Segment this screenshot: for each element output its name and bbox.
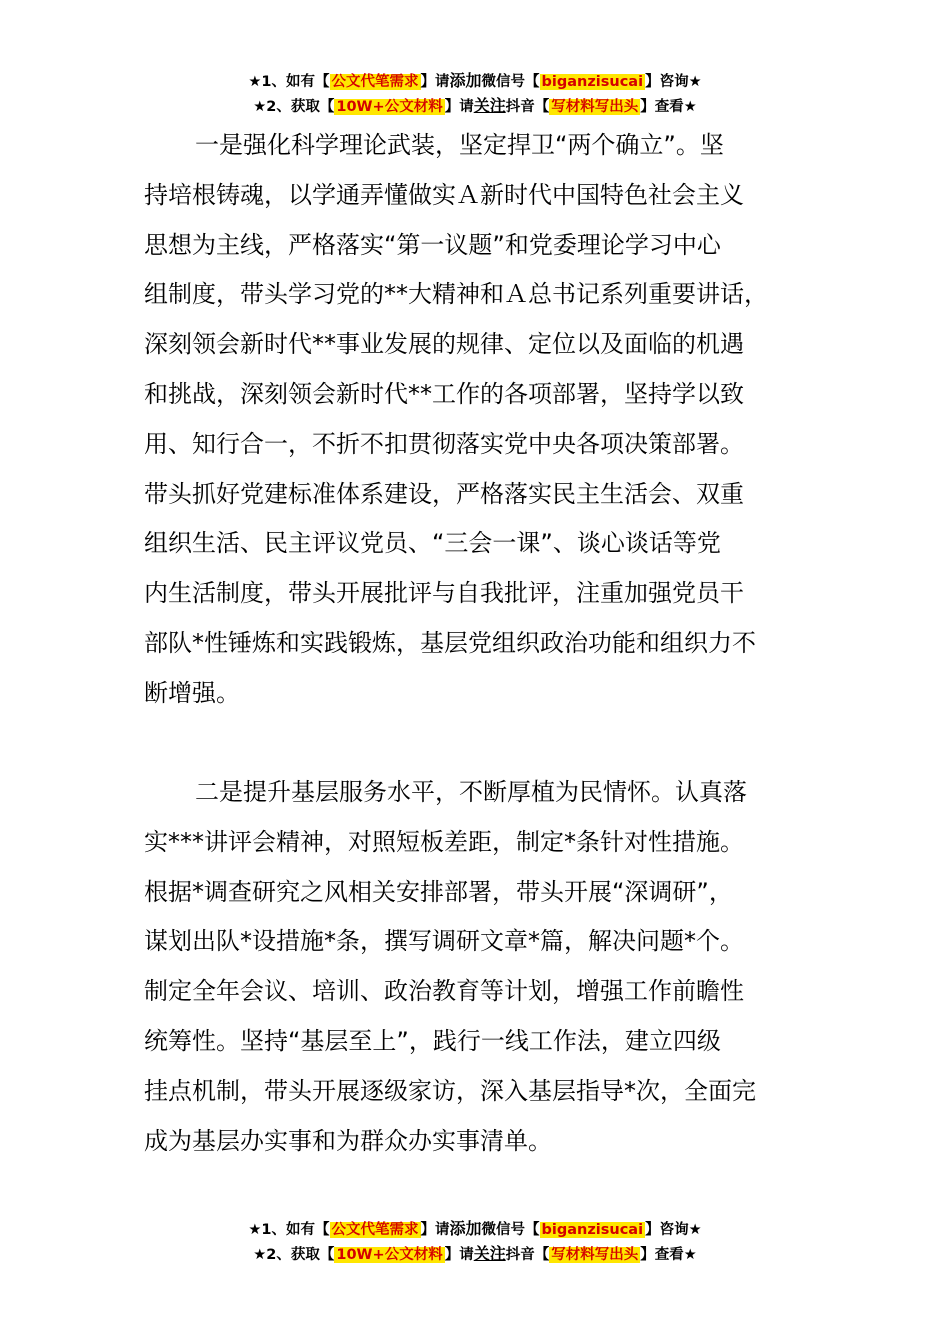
banner-text: 】查看★ <box>640 99 697 115</box>
paragraph-line: 带头抓好党建标准体系建设，严格落实民主生活会、双重 <box>144 479 744 508</box>
banner-text: ★1、如有【 <box>248 1222 330 1238</box>
banner-text: 】请 <box>444 1247 474 1263</box>
highlight-tag: 公文代笔需求 <box>331 1222 419 1238</box>
paragraph-line: 二是提升基层服务水平，不断厚植为民情怀。认真落 <box>195 778 747 806</box>
banner-line-1 <box>0 1217 950 1242</box>
paragraph-line: 深刻领会新时代**事业发展的规律、定位以及面临的机遇 <box>144 330 744 359</box>
paragraph-line: 用、知行合一，不折不扣贯彻落实党中央各项决策部署。 <box>144 429 744 458</box>
paragraph-1 <box>144 121 824 719</box>
douyin-account-highlight: 写材料写出头 <box>551 99 639 115</box>
wechat-id-highlight: biganzisucai <box>541 1222 644 1238</box>
paragraph-line: 成为基层办实事和为群众办实事清单。 <box>144 1126 552 1155</box>
banner-line-1 <box>0 69 950 94</box>
paragraph-line: 谋划出队*设措施*条，撰写调研文章*篇，解决问题*个。 <box>144 927 744 956</box>
banner-text: 】请 <box>420 1222 450 1238</box>
banner-text: ★2、获取【 <box>253 99 335 115</box>
banner-text: 】查看★ <box>640 1247 697 1263</box>
banner-text: 微信号【 <box>481 74 540 90</box>
banner-text: ★1、如有【 <box>248 74 330 90</box>
wechat-id-highlight: biganzisucai <box>541 74 644 90</box>
banner-text: 抖音【 <box>505 99 550 115</box>
banner-text: 】咨询★ <box>645 1222 702 1238</box>
header-banner <box>0 69 950 119</box>
paragraph-line: 统筹性。坚持“基层至上”，践行一线工作法，建立四级 <box>144 1026 721 1055</box>
paragraph-line: 和挑战，深刻领会新时代**工作的各项部署，坚持学以致 <box>144 379 744 408</box>
paragraph-line: 制定全年会议、培训、政治教育等计划，增强工作前瞻性 <box>144 977 744 1006</box>
banner-line-2 <box>0 94 950 119</box>
paragraph-line: 思想为主线，严格落实“第一议题”和党委理论学习中心 <box>144 230 721 259</box>
emphasis-text: 添加 <box>449 71 482 90</box>
paragraph-line: 挂点机制，带头开展逐级家访，深入基层指导*次，全面完 <box>144 1076 756 1105</box>
highlight-tag: 公文代笔需求 <box>331 74 419 90</box>
paragraph-line: 根据*调查研究之风相关安排部署，带头开展“深调研”， <box>144 877 733 906</box>
banner-line-2 <box>0 1242 950 1267</box>
paragraph-line: 持培根铸魂，以学通弄懂做实Ａ新时代中国特色社会主义 <box>144 180 744 209</box>
paragraph-line: 一是强化科学理论武装，坚定捍卫“两个确立”。坚 <box>195 131 724 159</box>
paragraph-line: 部队*性锤炼和实践锻炼，基层党组织政治功能和组织力不 <box>144 628 756 657</box>
emphasis-text: 关注 <box>473 1244 506 1263</box>
paragraph-line: 内生活制度，带头开展批评与自我批评，注重加强党员干 <box>144 579 744 608</box>
banner-text: 】咨询★ <box>645 74 702 90</box>
banner-text: 微信号【 <box>481 1222 540 1238</box>
highlight-tag: 10W+公文材料 <box>336 99 443 115</box>
banner-text: 抖音【 <box>505 1247 550 1263</box>
paragraph-line: 实***讲评会精神，对照短板差距，制定*条针对性措施。 <box>144 827 744 856</box>
banner-text: 】请 <box>420 74 450 90</box>
douyin-account-highlight: 写材料写出头 <box>551 1247 639 1263</box>
emphasis-text: 添加 <box>449 1219 482 1238</box>
highlight-tag: 10W+公文材料 <box>336 1247 443 1263</box>
emphasis-text: 关注 <box>473 96 506 115</box>
paragraph-line: 组织生活、民主评议党员、“三会一课”、谈心谈话等党 <box>144 529 721 558</box>
footer-banner <box>0 1217 950 1267</box>
paragraph-2 <box>144 768 824 1166</box>
banner-text: ★2、获取【 <box>253 1247 335 1263</box>
banner-text: 】请 <box>444 99 474 115</box>
paragraph-line: 断增强。 <box>144 678 240 707</box>
paragraph-line: 组制度，带头学习党的**大精神和Ａ总书记系列重要讲话， <box>144 280 768 309</box>
